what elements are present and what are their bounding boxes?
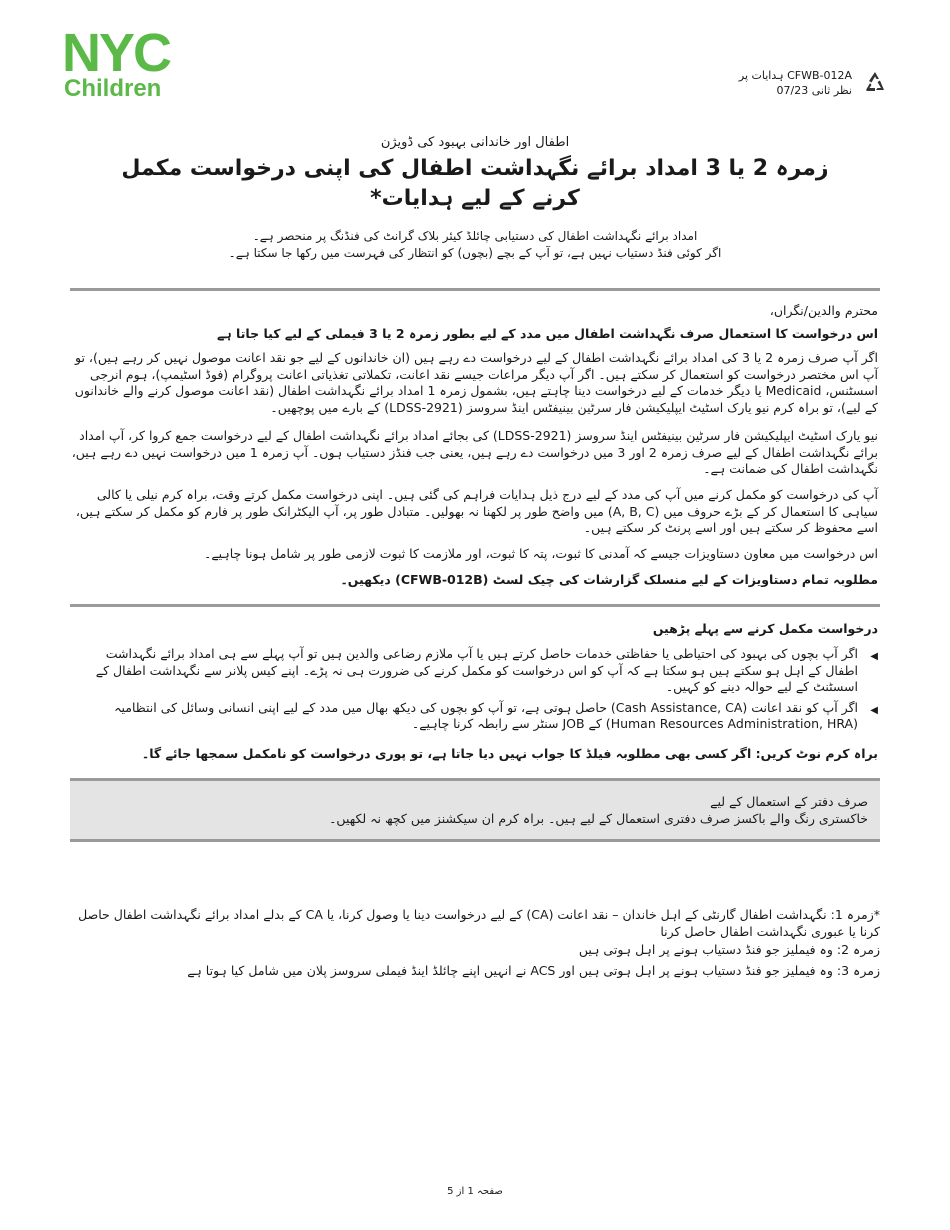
salutation: محترم والدین/نگراں، [769,303,878,318]
bullet-arrow-icon: ◀ [870,704,878,716]
list-item-text: اگر آپ کو نقد اعانت (Cash Assistance, CA) حاصل ہوتی ہے، تو آپ کو بچوں کی دیکھ بھال میں مدد کے لیے اپنی انسانی وسائل کی انتظامیہ (Human Resources Administration, HRA) کے JOB سنٹر سے رابطہ کرنا چاہیے۔ [114,699,858,731]
section-heading: اس درخواست کا استعمال صرف نگہداشت اطفال میں مدد کے لیے بطور زمرہ 2 یا 3 فیملی کے لیے کیا جاتا ہے [217,326,878,341]
list-item [70,646,880,696]
form-code-revision: نظر ثانی 07/23 [776,84,852,97]
office-use-note: خاکستری رنگ والے باکسز صرف دفتری استعمال کے لیے ہیں۔ براہ کرم ان سیکشنز میں کچھ نہ لکھیں۔ [329,811,868,826]
instruction-list [70,646,880,737]
checklist-note: مطلوبہ تمام دستاویزات کے لیے منسلک گزارشات کی چیک لسٹ (CFWB-012B) دیکھیں۔ [340,572,878,587]
divider [70,604,880,607]
paragraph-1: اگر آپ صرف زمرہ 2 یا 3 کی امداد برائے نگہداشت اطفال کے لیے درخواست دے رہے ہیں (ان خاندانوں کے لیے جو نقد اعانت موصول نہیں کر رہے ہیں)، تو آپ اس مختصر درخواست کو استعمال کر سکتے ہیں۔ اگر آپ دیگر مراعات جیسے نقد اعانت، تکملاتی تغذیاتی اعانت پروگرام (فوڈ اسٹیمپ)، ہوم انرجی اسسٹنس، Medicaid یا دیگر خدمات کے لیے درخواست دینا چاہتے ہیں، بشمول زمرہ 1 امداد برائے نگہداشت اطفال (نقد اعانت موصول کرنے والے خاندانوں کے لیے)، تو براہ کرم نیو یارک اسٹیٹ ایپلیکیشن فار سرٹین بینیفٹس اینڈ سروسز (LDSS-2921) کے بارے میں پوچھیں۔ [74,350,878,415]
page-title: زمرہ 2 یا 3 امداد برائے نگہداشت اطفال کی اپنی درخواست مکمل کرنے کے لیے ہدایات* [121,156,829,211]
form-code-line1: CFWB-012A ہدایات پر [738,69,852,82]
logo-nyc-text: NYC [62,23,171,83]
office-use-title: صرف دفتر کے استعمال کے لیے [710,794,868,809]
division-name: اطفال اور خاندانی بہبود کی ڈویژن [380,135,570,150]
paragraph-2: نیو یارک اسٹیٹ ایپلیکیشن فار سرٹین بینیفٹس اینڈ سروسز (LDSS-2921) کی بجائے امداد برائے نگہداشت اطفال کے لیے درخواست جمع کروا کر، آپ امداد برائے نگہداشت اطفال کے لیے صرف زمرہ 2 اور 3 میں درخواست دے رہے ہیں، یعنی جب فنڈز دستیاب ہوں۔ آپ زمرہ 1 میں درخواست نہیں دے رہے ہیں، نگہداشت اطفال کی ضمانت ہے۔ [71,428,878,476]
incomplete-warning: براہ کرم نوٹ کریں: اگر کسی بھی مطلوبہ فیلڈ کا جواب نہیں دیا جاتا ہے، تو پوری درخواست کو نامکمل سمجھا جائے گا۔ [141,746,878,761]
paragraph-3: آپ کی درخواست کو مکمل کرنے میں آپ کی مدد کے لیے درج ذیل ہدایات فراہم کی گئی ہیں۔ اپنی درخواست مکمل کرتے وقت، براہ کرم نیلی یا کالی سیاہی کا استعمال کر کے بڑے حروف میں (A, B, C) میں واضح طور پر لکھنا نہ بھولیں۔ متبادل طور پر، آپ الیکٹرانک طور پر فارم کو مکمل کر سکتے ہیں، اسے محفوظ کر سکتے ہیں اور اسے پرنٹ کر سکتے ہیں۔ [75,487,878,535]
form-code [739,68,852,98]
availability-note: امداد برائے نگہداشت اطفال کی دستیابی چائلڈ کیئر بلاک گرانٹ کی فنڈنگ پر منحصر ہے۔ [252,229,698,243]
footnote-category-3: زمرہ 3: وہ فیملیز جو فنڈ دستیاب ہونے پر اہل ہوتی ہیں اور ACS نے انہیں اپنے چائلڈ اینڈ فیملی سروسز پلان میں شامل کیا ہوتا ہے [187,963,880,978]
office-use-box [70,778,880,842]
footnote-category-2: زمرہ 2: وہ فیملیز جو فنڈ دستیاب ہونے پر اہل ہوتی ہیں [578,942,880,957]
recycle-icon [862,70,888,96]
nyc-children-logo [62,23,202,108]
page-number: صفحہ 1 از 5 [447,1186,503,1197]
list-item [70,700,880,733]
paragraph-4: اس درخواست میں معاون دستاویزات جیسے کہ آمدنی کا ثبوت، پتہ کا ثبوت، اور ملازمت کا ثبوت لازمی طور پر شامل ہونا چاہیے۔ [204,546,878,561]
footnote-category-1: *زمرہ 1: نگہداشت اطفال گارنٹی کے اہل خاندان – نقد اعانت (CA) کے لیے درخواست دینا یا وصول کرنا، یا CA کے بدلے امداد برائے نگہداشت اطفال حاصل کرنا یا عبوری نگہداشت اطفال حاصل کرنا [78,907,880,939]
before-heading: درخواست مکمل کرنے سے پہلے پڑھیں [652,621,878,636]
bullet-arrow-icon: ◀ [870,651,878,662]
logo-children-text: Children [64,75,162,102]
divider [70,288,880,291]
list-item-text: اگر آپ بچوں کی بہبود کی احتیاطی یا حفاظتی خدمات حاصل کرتے ہیں یا آپ ملازم رضاعی والدین ہیں تو آپ پہلے سے ہی امداد برائے نگہداشت اطفال کے اہل ہو سکتے ہیں ہو سکتا ہے کہ آپ کو اس درخواست کو مکمل کرنے کی ضرورت ہی نہ پڑے۔ اپنے کیس پلانر سے نگہداشت اطفال کے اسسٹنٹ کے لیے حوالہ دینے کو کہیں۔ [95,646,858,694]
waitlist-note: اگر کوئی فنڈ دستیاب نہیں ہے، تو آپ کے بچے (بچوں) کو انتظار کی فہرست میں رکھا جا سکتا ہے۔ [228,246,722,260]
